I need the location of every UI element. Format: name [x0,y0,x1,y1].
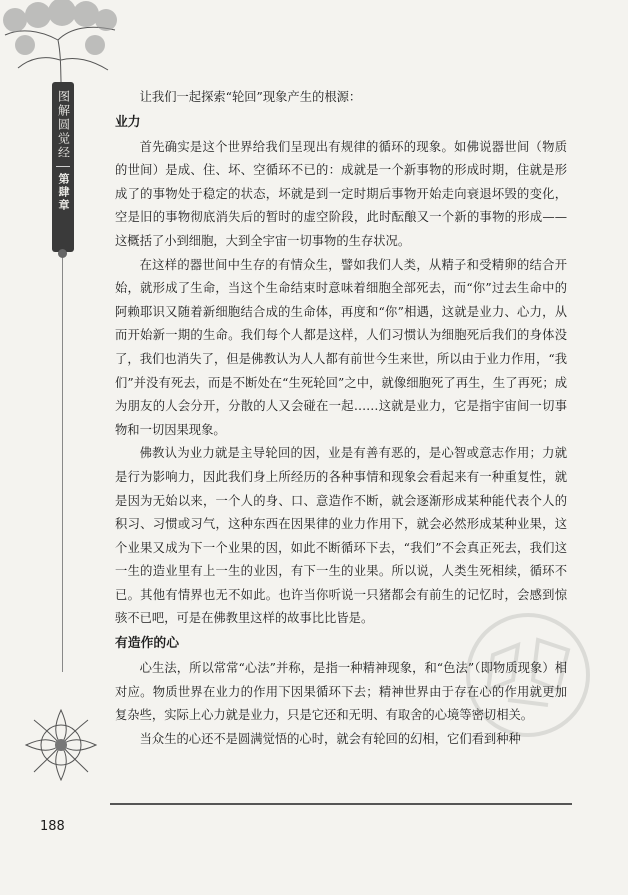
body-paragraph: 当众生的心还不是圆满觉悟的心时，就会有轮回的幻相，它们看到种种 [139,731,521,746]
footer-rule [110,803,572,805]
side-dot-icon [58,249,67,258]
book-title-vertical: 图解圆觉经 [56,90,71,160]
tab-divider [56,166,70,167]
side-rule [62,252,63,672]
body-paragraph: 首先确实是这个世界给我们呈现出有规律的循环的现象。如佛说器世间（物质的世间）是成、住、坏、空循环不已的：成就是一个新事物的形成时期，住就是形成了的事物处于稳定的状态，坏就是到一定时期后事物开始走向衰退坏毁的变化，空是旧的事物彻底消失后的暂时的虚空阶段，此时酝酿又一个新的事物的形成——这概括了小到细胞，大到全宇宙一切事物的生存状况。 [115,139,567,248]
section-heading-mind: 有造作的心 [115,636,179,652]
intro-paragraph: 让我们一起探索“轮回”现象产生的根源： [139,90,362,104]
lotus-ornament-icon [14,690,109,800]
chapter-label: 第肆章 [57,173,70,212]
page-body [115,86,567,751]
body-paragraph: 佛教认为业力就是主导轮回的因，业是有善有恶的，是心智或意志作用；力就是行为影响力，因此我们身上所经历的各种事情和现象会看起来有一种重复性，就是因为无始以来，一个人的身、口、意造作不断，就会逐渐形成某种能代表个人的积习、习惯或习气，这种东西在因果律的业力作用下，就会必然形成某种业果，这个业果又成为下一个业果的因，如此不断循环下去，“我们”不会真正死去，我们这一生的造业里有上一生的业因，有下一生的业果。所以说，人类生死相续，循环不已。其他有情界也无不如此。也许当你听说一只猪都会有前生的记忆时，会感到惊骇不已吧，可是在佛教里这样的故事比比皆是。 [115,446,567,626]
section-heading-karma: 业力 [115,114,141,130]
page-number: 188 [40,819,65,834]
body-paragraph: 在这样的器世间中生存的有情众生，譬如我们人类，从精子和受精卵的结合开始，就形成了生命，当这个生命结束时意味着细胞全部死去，而“你”过去生命中的阿赖耶识又随着新细胞结合成的生命体，再度和“你”相遇，这就是业力、心力，从而开始新一期的生命。我们每个人都是这样，人们习惯认为细胞死后我们的身体没了，我们也消失了，但是佛教认为人人都有前世今生来世，所以由于业力作用，“我们”并没有死去，而是不断处在“生死轮回”之中，就像细胞死了再生，生了再死；成为朋友的人会分开，分散的人又会碰在一起……这就是业力，它是指宇宙间一切事物和一切因果现象。 [115,257,567,437]
chapter-tab [52,82,74,252]
body-paragraph: 心生法，所以常常“心法”并称，是指一种精神现象，和“色法”（即物质现象）相对应。物质世界在业力的作用下因果循环下去；精神世界由于存在心的作用就更加复杂些，实际上心力就是业力，只是它还和无明、有取舍的心境等密切相关。 [115,661,567,723]
